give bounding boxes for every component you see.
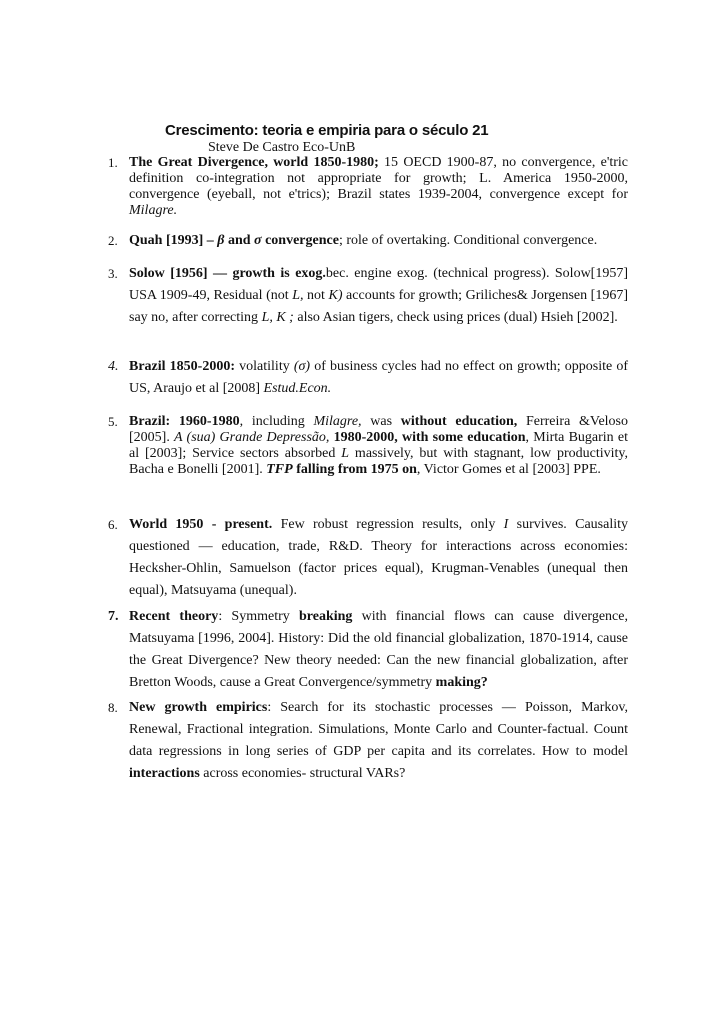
text-run: was [361,414,401,429]
item-number: 6. [108,517,118,532]
italic-run: (σ) [293,359,311,374]
item-text [129,263,628,329]
italic-run: K) [328,288,343,303]
italic-run: L, [292,288,304,303]
bold-run: Quah [1993] – [129,233,218,248]
bold-run: Recent theory [129,609,219,624]
list-item [108,263,628,329]
list-item [108,356,628,400]
bold-run: Solow [1956] — growth is exog. [129,266,326,281]
bold-italic-run: σ [254,233,262,248]
item-text [129,606,628,694]
text-run: with financial flows can cause divergence, Matsuyama [1996, 2004]. History: Did the old financial globalization, 1870-1914, cause the Great Divergence? New theory needed: Can the new financial globalization, after Bretton Woods, cause a Great Convergence/symmetry [129,609,628,690]
italic-run: Estud.Econ. [263,381,332,396]
item-text [129,697,628,785]
bold-run: and [224,233,255,248]
text-run: : Symmetry [218,609,299,624]
list-item [108,606,628,694]
document-title: Crescimento: teoria e empiria para o século 21 [165,122,489,139]
bold-run: convergence [261,233,339,248]
item-text [129,155,628,219]
bold-run: making? [435,675,488,690]
list-item [108,514,628,602]
bold-run: World 1950 - present. [129,517,273,532]
italic-run: L, K ; [261,310,294,325]
text-run: : Search for its stochastic processes — Poisson, Markov, Renewal, Fractional integration. Simulations, Monte Carlo and Counter-factual. Count data regressions in long series of GDP per capita and its correlates. How to model [129,700,628,759]
item-text [129,233,628,249]
text-run: massively, but with stagnant, low productivity, Bacha e Bonelli [2001]. [129,446,628,477]
item-text [129,356,628,400]
bold-italic-run: β [217,233,225,248]
item-number: 5. [108,414,118,429]
text-run: also Asian tigers, check using prices (dual) Hsieh [2002]. [293,310,618,325]
item-number: 8. [108,700,118,715]
item-number: 3. [108,266,118,281]
bold-run: 1980-2000, with some education [333,430,526,445]
bold-run: Brazil 1850-2000: [129,359,236,374]
item-text [129,514,628,602]
text-run: , Mirta Bugarin et al [2003]; Service sectors absorbed [129,430,629,461]
text-run: ; role of overtaking. Conditional convergence. [338,233,598,248]
text-run: accounts for growth; Griliches& Jorgensen [1967] say no, after correcting [129,288,628,325]
text-run: survives. Causality questioned — education, trade, R&D. Theory for interactions across economies: Hecksher-Ohlin, Samuelson (factor prices equal), Krugman-Venables (unequal then equal), Matsuyama (unequal). [129,517,628,598]
item-number: 2. [108,233,118,248]
bold-italic-run: TFP [266,462,293,477]
italic-run: A (sua) Grande Depressão, [174,430,330,445]
bold-run: Brazil: 1960-1980 [129,414,240,429]
bold-run: without education, [400,414,518,429]
text-run: , including [239,414,314,429]
bold-run: breaking [299,609,353,624]
item-number: 1. [108,155,118,170]
item-text [129,414,628,478]
item-number: 4. [108,359,119,374]
text-run: Few robust regression results, only [272,517,504,532]
text-run: volatility [235,359,294,374]
text-run: across economies- structural VARs? [199,766,406,781]
list-item [108,233,628,249]
text-run: Ferreira &Veloso [2005]. [129,414,629,445]
text-run: of business cycles had no effect on growth; opposite of US, Araujo et al [2008] [129,359,628,396]
italic-run: I [503,517,509,532]
bold-run: The Great Divergence, world 1850-1980; [129,155,379,170]
text-run: not [303,288,329,303]
bold-run: interactions [129,766,200,781]
bold-run: New growth empirics [129,700,268,715]
list-item [108,414,628,478]
bold-run: falling from 1975 on [292,462,417,477]
list-item [108,155,628,219]
italic-run: Milagre, [313,414,362,429]
italic-run: Milagre. [129,203,178,218]
author-line: Steve De Castro Eco-UnB [208,140,356,155]
list-item [108,697,628,785]
text-run: bec. engine exog. (technical progress). Solow[1957] USA 1909-49, Residual (not [129,266,629,303]
item-number: 7. [108,609,119,624]
text-run: 15 OECD 1900-87, no convergence, e'tric definition co-integration not appropriate for growth; L. America 1950-2000, convergence (eyeball, not e'trics); Brazil states 1939-2004, convergence except for [129,155,628,202]
text-run: , Victor Gomes et al [2003] PPE. [416,462,601,477]
italic-run: L [341,446,350,461]
